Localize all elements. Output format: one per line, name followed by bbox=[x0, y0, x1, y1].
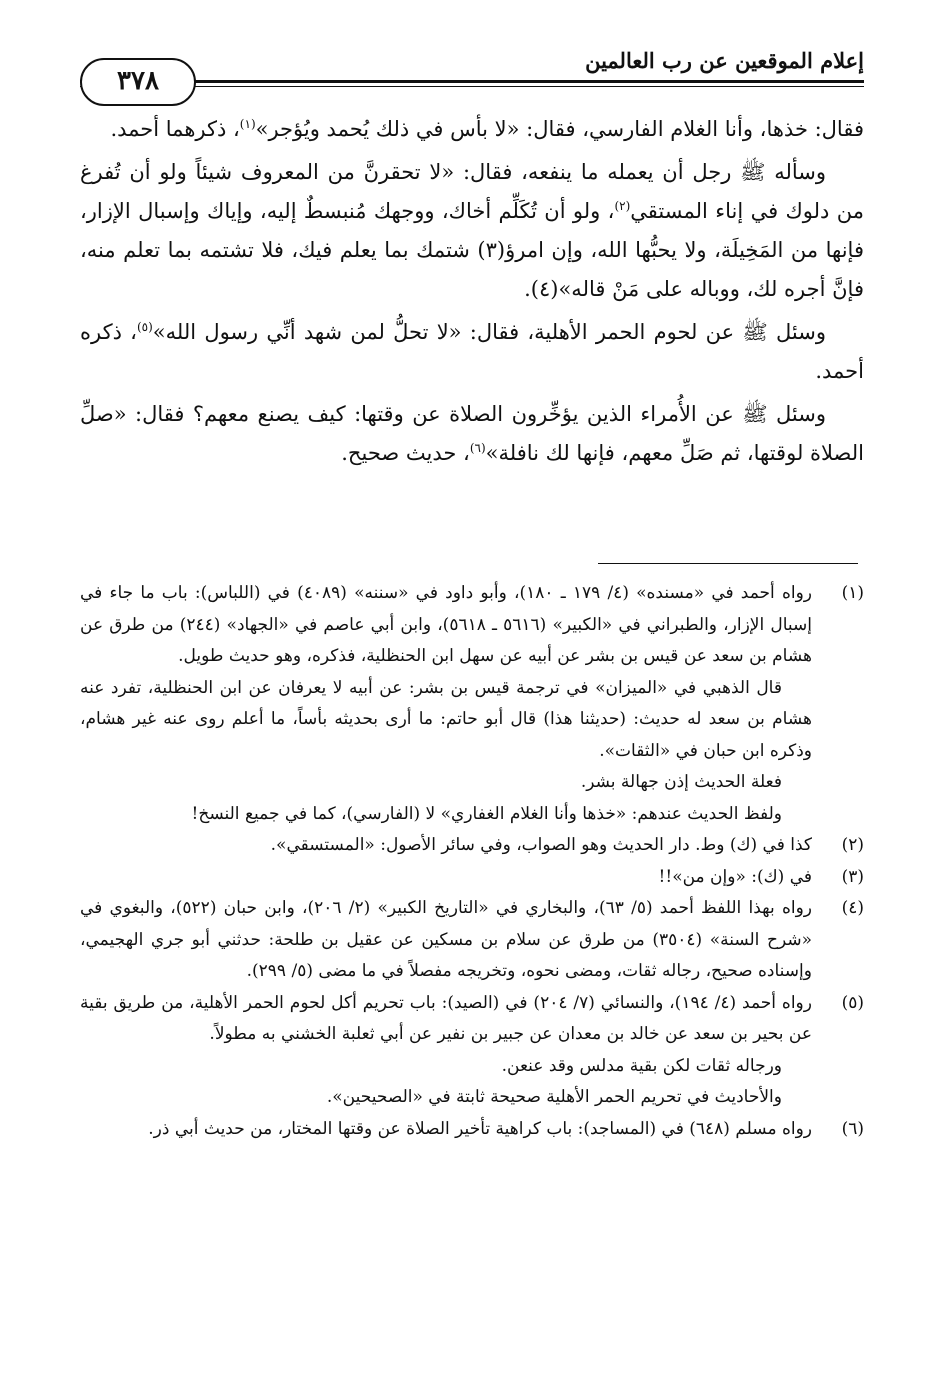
footnote-number: (٣) bbox=[841, 866, 864, 887]
footnotes bbox=[80, 578, 864, 1145]
footnote-body bbox=[80, 862, 812, 894]
footnote-text: كذا في (ك) وط. دار الحديث وهو الصواب، وفي سائر الأصول: «المستسقي». bbox=[270, 835, 812, 855]
page-header bbox=[80, 46, 864, 102]
footnote-number: (٢) bbox=[841, 835, 864, 855]
footnote-text: رواه بهذا اللفظ أحمد (٥/ ٦٣)، والبخاري في «التاريخ الكبير» (٢/ ٢٠٦)، وابن حبان (٥٢٢)، والبغوي في «شرح السنة» (٣٥٠٤) من طرق عن سلام بن مسكين عن عقيل بن طلحة: حدثني أبو جري الهجيمي، وإسناده صحيح، رجاله ثقات، ومضى نحوه، وتخريجه مفصلاً في ما مضى (٥/ ٢٩٩). bbox=[80, 898, 812, 981]
footnote-ref[interactable]: (٢) bbox=[614, 199, 631, 213]
footnote-ref[interactable]: (١) bbox=[239, 117, 256, 131]
footnote bbox=[80, 893, 864, 988]
footnote-text: في (ك): «وإن من»!! bbox=[658, 866, 812, 887]
footnote-text: رواه أحمد في «مسنده» (٤/ ١٧٩ ـ ١٨٠)، وأبو داود في «سننه» (٤٠٨٩) في (اللباس): باب ما جاء في إسبال الإزار، والطبراني في «الكبير» (٥٦١٦ ـ ٥٦١٨)، وابن أبي عاصم في «الجهاد» (٢٤٤) من طرق عن هشام بن سعد عن قيس بن بشر عن أبيه عن سهل ابن الحنظلية، فذكره، وهو حديث طويل. bbox=[80, 583, 812, 666]
footnote-ref[interactable]: (٦) bbox=[469, 441, 486, 455]
footnote-body bbox=[80, 988, 812, 1114]
footnote-body bbox=[80, 1114, 812, 1146]
footnote-text: فعلة الحديث إذن جهالة بشر. bbox=[580, 772, 782, 792]
header-rule bbox=[80, 80, 864, 83]
footnote-text: والأحاديث في تحريم الحمر الأهلية صحيحة ثابتة في «الصحيحين». bbox=[326, 1087, 782, 1107]
footnote-number: (٦) bbox=[841, 1118, 864, 1139]
paragraph-text: وسأله ﷺ رجل أن يعمله ما ينفعه، فقال: «لا تحقرنَّ من المعروف شيئاً ولو أن تُفرغ من دلوك في إناء المستقي bbox=[80, 160, 864, 223]
paragraph-text: وسئل ﷺ عن لحوم الحمر الأهلية، فقال: «لا تحلُّ لمن شهد أنِّي رسول الله» bbox=[152, 320, 826, 344]
footnote-number: (٥) bbox=[841, 992, 864, 1013]
footnote-number: (٤) bbox=[841, 898, 864, 918]
paragraph-text: فقال: خذها، وأنا الغلام الفارسي، فقال: «لا بأس في ذلك يُحمد ويُؤجر» bbox=[255, 117, 864, 141]
footnote bbox=[80, 1114, 864, 1146]
footnote bbox=[80, 988, 864, 1114]
paragraph-text: وسئل ﷺ عن الأُمراء الذين يؤخِّرون الصلاة عن وقتها: كيف يصنع معهم؟ فقال: «صلِّ الصلاة لوقتها، ثم صَلِّ معهم، فإنها لك نافلة» bbox=[80, 402, 864, 465]
body-paragraph bbox=[80, 313, 864, 391]
header-rule-thin bbox=[80, 86, 864, 87]
footnote bbox=[80, 578, 864, 830]
footnote-ref[interactable]: (٥) bbox=[136, 320, 153, 334]
footnote-text: قال الذهبي في «الميزان» في ترجمة قيس بن بشر: عن أبيه لا يعرفان عن ابن الحنظلية، تفرد عنه هشام بن سعد له حديث: (حديثنا هذا) قال أبو حاتم: ما أرى بحديثه بأساً، ما أعلم روى عنه غير هشام، وذكره ابن حبان في «الثقات». bbox=[80, 677, 812, 761]
footnote bbox=[80, 830, 864, 862]
footnote-body bbox=[80, 893, 812, 988]
body-paragraph bbox=[80, 110, 864, 149]
footnote-body bbox=[80, 830, 812, 862]
footnote-text: ورجاله ثقات لكن بقية مدلس وقد عنعن. bbox=[501, 1055, 782, 1076]
running-title: إعلام الموقعين عن رب العالمين bbox=[585, 48, 864, 73]
body-paragraph bbox=[80, 395, 864, 473]
paragraph-text: ، حديث صحيح. bbox=[341, 441, 470, 465]
footnote-text: رواه أحمد (٤/ ١٩٤)، والنسائي (٧/ ٢٠٤) في (الصيد): باب تحريم أكل لحوم الحمر الأهلية، من طريق بقية عن بحير بن سعد عن خالد بن معدان عن جبير بن نفير عن أبي ثعلبة الخشني به مطولاً. bbox=[80, 992, 812, 1044]
paragraph-text: ، ولو أن تُكَلِّم أخاك، ووجهك مُنبسطٌ إليه، وإياك وإسبال الإزار، فإنها من المَخِيلَة، ولا يحبُّها الله، وإن امرؤ(٣) شتمك بما يعلم فيك، فلا تشتمه بما تعلم منه، فإنَّ أجره لك، ووباله على مَنْ قاله»(٤). bbox=[80, 199, 864, 301]
paragraph-text: ، ذكره أحمد. bbox=[80, 320, 864, 383]
footnote bbox=[80, 862, 864, 894]
page-number: ٣٧٨ bbox=[80, 58, 196, 106]
body-paragraph bbox=[80, 153, 864, 309]
footnote-text: رواه مسلم (٦٤٨) في (المساجد): باب كراهية تأخير الصلاة عن وقتها المختار، من حديث أبي ذر. bbox=[148, 1118, 812, 1139]
footnote-body bbox=[80, 578, 812, 830]
footnote-text: ولفظ الحديث عندهم: «خذها وأنا الغلام الغفاري» لا (الفارسي)، كما في جميع النسخ! bbox=[191, 803, 782, 824]
paragraph-text: ، ذكرهما أحمد. bbox=[110, 117, 240, 141]
footnote-divider bbox=[598, 563, 858, 564]
footnote-number: (١) bbox=[841, 583, 864, 603]
main-text bbox=[80, 110, 864, 477]
